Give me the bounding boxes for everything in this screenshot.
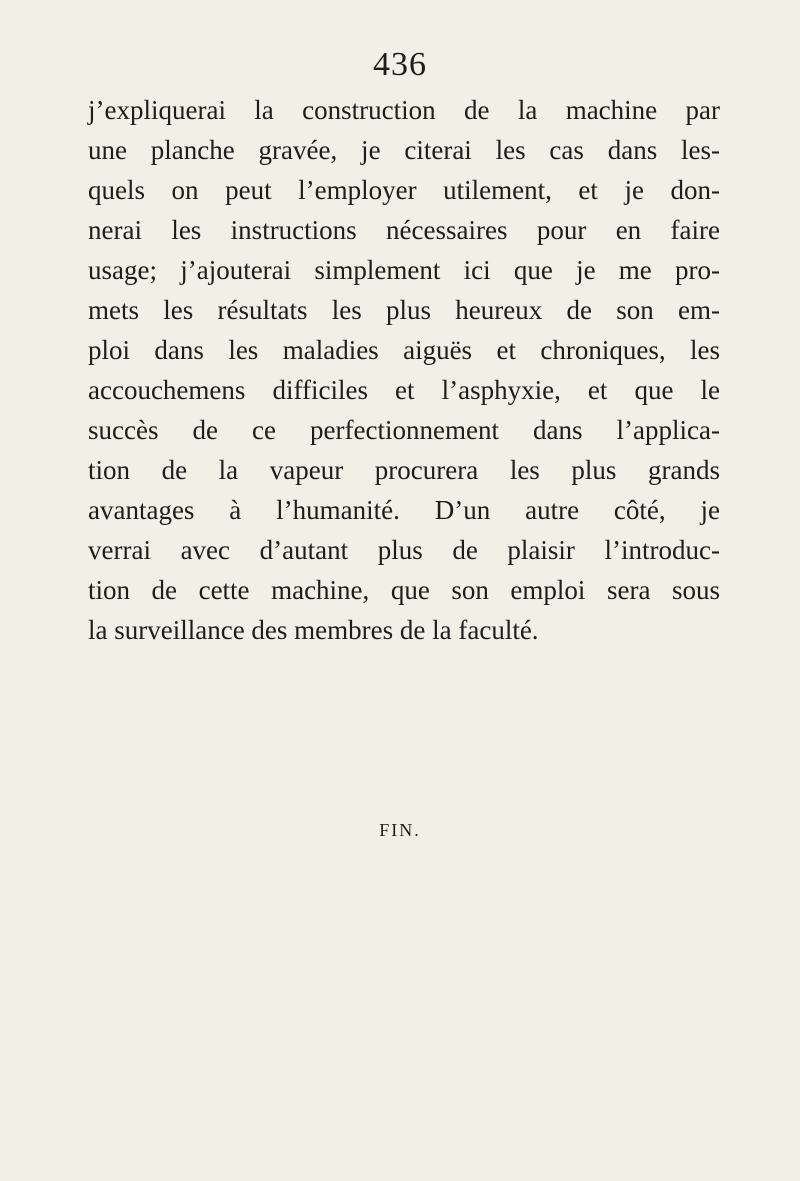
text-line: accouchemens difficiles et l’asphyxie, et que le	[88, 375, 720, 405]
text-line: nerai les instructions nécessaires pour en faire	[88, 215, 720, 245]
text-line: tion de la vapeur procurera les plus grands	[88, 455, 720, 485]
text-line: j’expliquerai la construction de la machine par	[88, 95, 720, 125]
text-line: succès de ce perfectionnement dans l’applica-	[88, 415, 720, 445]
text-line: la surveillance des membres de la faculté.	[88, 615, 539, 645]
text-line: quels on peut l’employer utilement, et je don-	[88, 175, 720, 205]
text-line: ploi dans les maladies aiguës et chroniques, les	[88, 335, 720, 365]
body-paragraph	[88, 90, 720, 650]
text-line: avantages à l’humanité. D’un autre côté, je	[88, 495, 720, 525]
text-line: verrai avec d’autant plus de plaisir l’introduc-	[88, 535, 720, 565]
page-number: 436	[373, 46, 427, 83]
text-line: une planche gravée, je citerai les cas dans les-	[88, 135, 720, 165]
text-line: mets les résultats les plus heureux de son em-	[88, 295, 720, 325]
end-mark: FIN.	[379, 820, 421, 840]
text-line: tion de cette machine, que son emploi sera sous	[88, 575, 720, 605]
text-line: usage; j’ajouterai simplement ici que je me pro-	[88, 255, 720, 285]
